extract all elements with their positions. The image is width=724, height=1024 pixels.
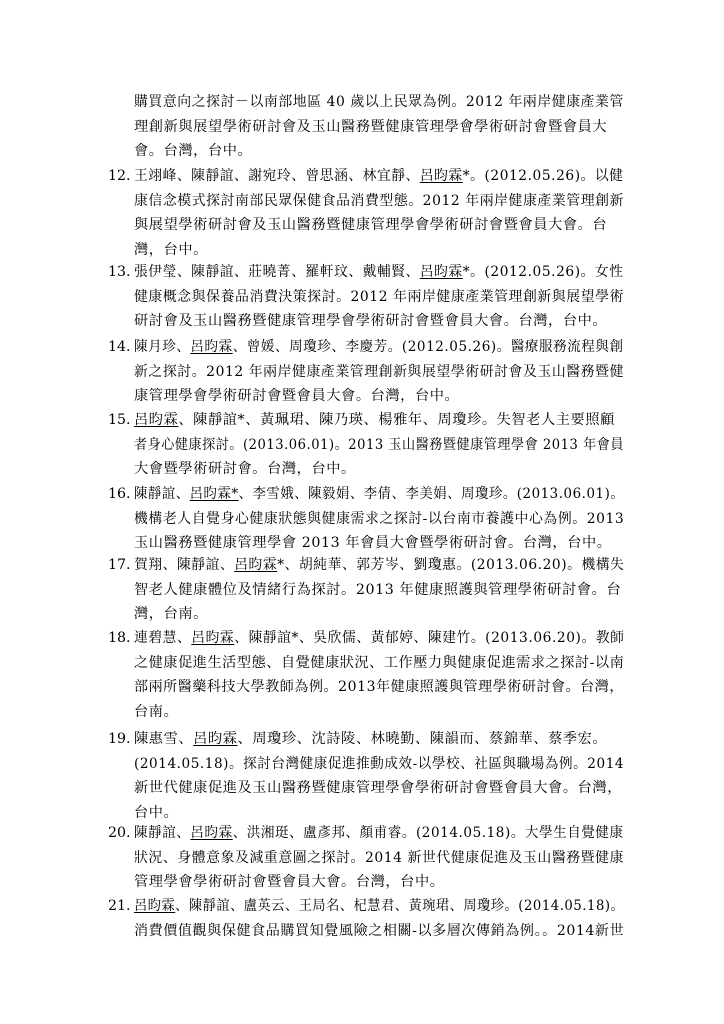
- reference-text: 台南。: [134, 703, 179, 720]
- reference-text: 陳月珍、: [134, 339, 191, 355]
- reference-text: 大會暨學術研討會。台灣，台中。: [134, 461, 356, 478]
- reference-text: 台中。: [134, 804, 179, 821]
- reference-line: [134, 509, 624, 529]
- reference-line: [134, 362, 624, 382]
- underlined-author: 呂昀霖: [190, 339, 233, 355]
- reference-text: 、李雪娥、陳毅娟、李倩、李美娟、周瓊珍。(2013.06.01)。: [238, 486, 625, 502]
- reference-line: [134, 311, 607, 331]
- reference-number: 15.: [108, 412, 131, 428]
- reference-text: *、胡純華、郭芳岑、劉瓊惠。(2013.06.20)。機構失: [277, 557, 625, 573]
- reference-text: 新之探討。2012 年兩岸健康產業管理創新與展望學術研討會及玉山醫務暨健: [134, 363, 625, 380]
- reference-line: [134, 386, 459, 406]
- reference-number: 12.: [108, 168, 131, 184]
- reference-text: 、陳靜誼、盧英云、王局名、杞慧君、黃琬珺、周瓊珍。(2014.05.18)。: [175, 898, 625, 914]
- reference-text: 陳靜誼、: [134, 486, 190, 502]
- underlined-author: 呂昀霖: [419, 264, 463, 280]
- reference-text: 康管理學會學術研討會暨會員大會。台灣，台中。: [134, 388, 460, 405]
- reference-text: 之健康促進生活型態、自覺健康狀況、工作壓力與健康促進需求之探討-以南: [134, 654, 625, 671]
- reference-text: 連碧慧、: [134, 630, 192, 646]
- reference-line: [134, 240, 208, 260]
- reference-text: 康信念模式探討南部民眾保健食品消費型態。2012 年兩岸健康產業管理創新: [134, 192, 625, 209]
- underlined-author: 呂昀霖: [191, 630, 235, 646]
- reference-line: [134, 287, 624, 307]
- reference-line: [134, 337, 624, 357]
- reference-text: 陳惠雪、: [134, 731, 194, 747]
- reference-text: 者身心健康探討。(2013.06.01)。2013 玉山醫務暨健康管理學會 2013 年會員: [134, 436, 624, 453]
- reference-line: [134, 191, 624, 211]
- reference-line: [134, 729, 607, 749]
- reference-text: 灣，台中。: [134, 241, 208, 258]
- reference-line: [134, 921, 624, 941]
- reference-text: 管理學會學術研討會暨會員大會。台灣，台中。: [134, 874, 445, 891]
- reference-text: 健康概念與保養品消費決策探討。2012 年兩岸健康產業管理創新與展望學術: [134, 288, 625, 305]
- reference-text: (2014.05.18)。探討台灣健康促進推動成效-以學校、社區與職場為例。2014: [134, 755, 625, 772]
- reference-line: [134, 823, 624, 843]
- reference-line: [134, 754, 624, 774]
- reference-number: 21.: [108, 898, 131, 914]
- reference-text: 會。台灣，台中。: [134, 143, 253, 160]
- reference-number: 17.: [108, 557, 131, 573]
- reference-text: 購買意向之探討－以南部地區 40 歲以上民眾為例。2012 年兩岸健康產業管: [134, 94, 624, 110]
- reference-line: [134, 555, 624, 575]
- reference-text: 玉山醫務暨健康管理學會 2013 年會員大會暨學術研討會。台灣，台中。: [134, 535, 612, 552]
- reference-text: 研討會及玉山醫務暨健康管理學會學術研討會暨會員大會。台灣，台中。: [134, 313, 608, 330]
- reference-text: *。(2012.05.26)。女性: [462, 264, 624, 280]
- reference-text: 、陳靜誼*、吳欣儒、黃郁婷、陳建竹。(2013.06.20)。教師: [234, 630, 625, 646]
- reference-line: [134, 778, 622, 798]
- underlined-author: 呂昀霖: [419, 168, 463, 184]
- reference-line: [134, 580, 621, 600]
- reference-number: 18.: [108, 630, 131, 646]
- reference-line: [134, 166, 624, 186]
- reference-line: [134, 410, 615, 430]
- reference-text: 王翊峰、陳靜誼、謝宛玲、曾思涵、林宜靜、: [134, 168, 420, 184]
- reference-text: 新世代健康促進及玉山醫務暨健康管理學會學術研討會暨會員大會。台灣，: [134, 780, 622, 797]
- reference-text: 張伊瑩、陳靜誼、莊曉菁、羅軒玟、戴輔賢、: [134, 264, 420, 280]
- reference-line: [134, 435, 624, 455]
- reference-text: 消費價值觀與保健食品購買知覺風險之相關-以多層次傳銷為例。。2014新世: [134, 922, 625, 939]
- underlined-author: 呂昀霖: [134, 412, 179, 428]
- underlined-author: 呂昀霖*: [189, 486, 239, 502]
- reference-text: 、曾媛、周瓊珍、李慶芳。(2012.05.26)。醫療服務流程與創: [232, 339, 624, 355]
- reference-line: [134, 896, 624, 916]
- reference-text: *。(2012.05.26)。以健: [462, 168, 624, 184]
- reference-line: [134, 141, 252, 161]
- reference-text: 、陳靜誼*、黃珮珺、陳乃瑛、楊雅年、周瓊珍。失智老人主要照顧: [178, 412, 615, 428]
- reference-line: [134, 702, 178, 722]
- reference-line: [134, 848, 624, 868]
- reference-text: 陳靜誼、: [134, 825, 191, 841]
- underlined-author: 呂昀霖: [134, 898, 176, 914]
- reference-number: 19.: [108, 731, 131, 747]
- reference-line: [134, 262, 624, 282]
- reference-line: [134, 803, 178, 823]
- underlined-author: 呂昀霖: [190, 825, 233, 841]
- underlined-author: 呂昀霖: [234, 557, 278, 573]
- reference-text: 、周瓊珍、沈詩陵、林曉勤、陳韻而、蔡錦華、蔡季宏。: [237, 731, 608, 747]
- reference-line: [134, 533, 612, 553]
- reference-text: 狀況、身體意象及減重意圖之探討。2014 新世代健康促進及玉山醫務暨健康: [134, 849, 625, 866]
- reference-text: 理創新與展望學術研討會及玉山醫務暨健康管理學會學術研討會暨會員大: [134, 118, 608, 135]
- reference-text: 與展望學術研討會及玉山醫務暨健康管理學會學術研討會暨會員大會。台: [134, 217, 608, 234]
- reference-line: [134, 653, 624, 673]
- reference-number: 14.: [108, 339, 131, 355]
- reference-text: 部兩所醫藥科技大學教師為例。2013年健康照護與管理學術研討會。台灣，: [134, 679, 624, 696]
- reference-line: [134, 215, 607, 235]
- reference-number: 13.: [108, 264, 131, 280]
- reference-line: [134, 484, 624, 504]
- reference-line: [134, 459, 356, 479]
- reference-text: 智老人健康體位及情緒行為探討。2013 年健康照護與管理學術研討會。台: [134, 581, 622, 598]
- reference-number: 20.: [108, 825, 131, 841]
- reference-number: 16.: [108, 486, 131, 502]
- reference-text: 、洪湘珽、盧彥邦、顏甫睿。(2014.05.18)。大學生自覺健康: [232, 825, 624, 841]
- reference-line: [134, 677, 624, 697]
- reference-line: [134, 628, 624, 648]
- reference-line: [134, 117, 607, 137]
- reference-text: 賀翔、陳靜誼、: [134, 557, 235, 573]
- reference-line: [134, 872, 445, 892]
- reference-text: 機構老人自覺身心健康狀態與健康需求之探討-以台南市養護中心為例。2013: [134, 510, 625, 527]
- reference-text: 灣，台南。: [134, 606, 208, 623]
- reference-line: [134, 92, 624, 112]
- underlined-author: 呂昀霖: [193, 731, 238, 747]
- reference-line: [134, 604, 208, 624]
